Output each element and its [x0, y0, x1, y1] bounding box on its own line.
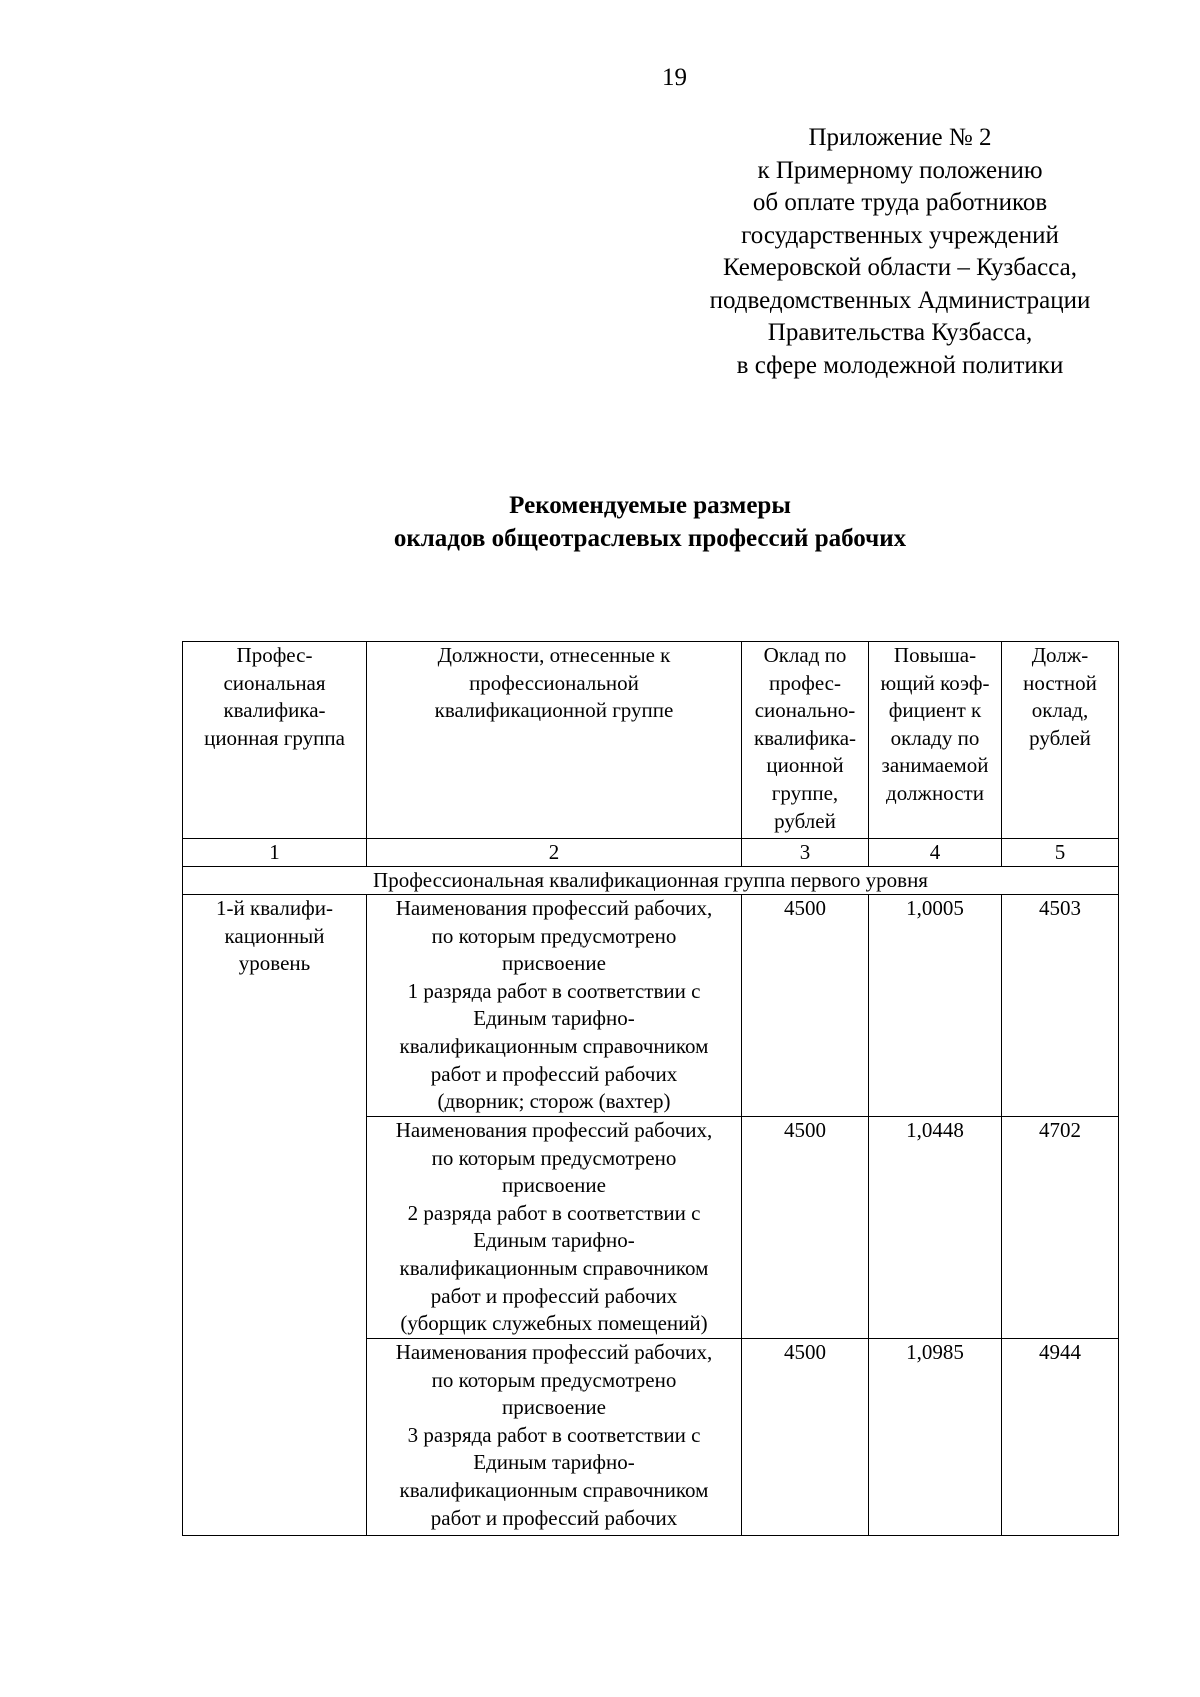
column-number: 1	[183, 839, 367, 867]
appendix-line: подведомственных Администрации	[709, 286, 1091, 314]
base-salary-cell: 4500	[742, 895, 869, 1117]
official-salary-cell: 4503	[1002, 895, 1119, 1117]
header-official-salary: Долж- ностной оклад, рублей	[1002, 642, 1119, 839]
appendix-line: в сфере молодежной политики	[736, 351, 1064, 379]
appendix-header	[660, 122, 1140, 382]
coefficient-cell: 1,0985	[869, 1339, 1002, 1536]
appendix-line: Приложение № 2	[808, 124, 992, 151]
base-salary-cell: 4500	[742, 1117, 869, 1339]
qualification-level: 1-й квалифи- кационный уровень	[183, 895, 367, 1536]
base-salary-cell: 4500	[742, 1339, 869, 1536]
column-number: 4	[869, 839, 1002, 867]
title-line: Рекомендуемые размеры	[509, 492, 791, 519]
appendix-line: государственных учреждений	[741, 221, 1059, 249]
group-title-row	[183, 867, 1119, 895]
table-row	[183, 895, 1119, 1117]
positions-cell: Наименования профессий рабочих, по которым предусмотрено присвоение 2 разряда работ в соответствии с Единым тарифно- квалификационным справочником работ и профессий рабочих (уборщик служебных помещений)	[367, 1117, 742, 1339]
appendix-line: Кемеровской области – Кузбасса,	[723, 254, 1077, 281]
appendix-line: к Примерному положению	[757, 156, 1043, 184]
official-salary-cell: 4702	[1002, 1117, 1119, 1339]
document-title	[0, 489, 1200, 555]
column-number: 3	[742, 839, 869, 867]
title-line: окладов общеотраслевых профессий рабочих	[393, 525, 907, 552]
header-qualification-group: Профес- сиональная квалифика- ционная группа	[183, 642, 367, 839]
appendix-line: об оплате труда работников	[752, 189, 1048, 216]
column-number: 5	[1002, 839, 1119, 867]
positions-cell: Наименования профессий рабочих, по которым предусмотрено присвоение 1 разряда работ в соответствии с Единым тарифно- квалификационным справочником работ и профессий рабочих (дворник; сторож (вахтер)	[367, 895, 742, 1117]
official-salary-cell: 4944	[1002, 1339, 1119, 1536]
positions-cell: Наименования профессий рабочих, по которым предусмотрено присвоение 3 разряда работ в соответствии с Единым тарифно- квалификационным справочником работ и профессий рабочих	[367, 1339, 742, 1536]
salary-table	[182, 641, 1119, 1536]
group-title: Профессиональная квалификационная группа первого уровня	[183, 867, 1119, 895]
coefficient-cell: 1,0005	[869, 895, 1002, 1117]
column-number: 2	[367, 839, 742, 867]
column-number-row	[183, 839, 1119, 867]
appendix-line: Правительства Кузбасса,	[767, 319, 1033, 346]
table-header-row	[183, 642, 1119, 839]
coefficient-cell: 1,0448	[869, 1117, 1002, 1339]
header-base-salary: Оклад по профес- сионально- квалифика- ционной группе, рублей	[742, 642, 869, 839]
header-positions: Должности, отнесенные к профессиональной квалификационной группе	[367, 642, 742, 839]
header-coefficient: Повыша- ющий коэф- фициент к окладу по занимаемой должности	[869, 642, 1002, 839]
page-number: 19	[662, 64, 687, 91]
